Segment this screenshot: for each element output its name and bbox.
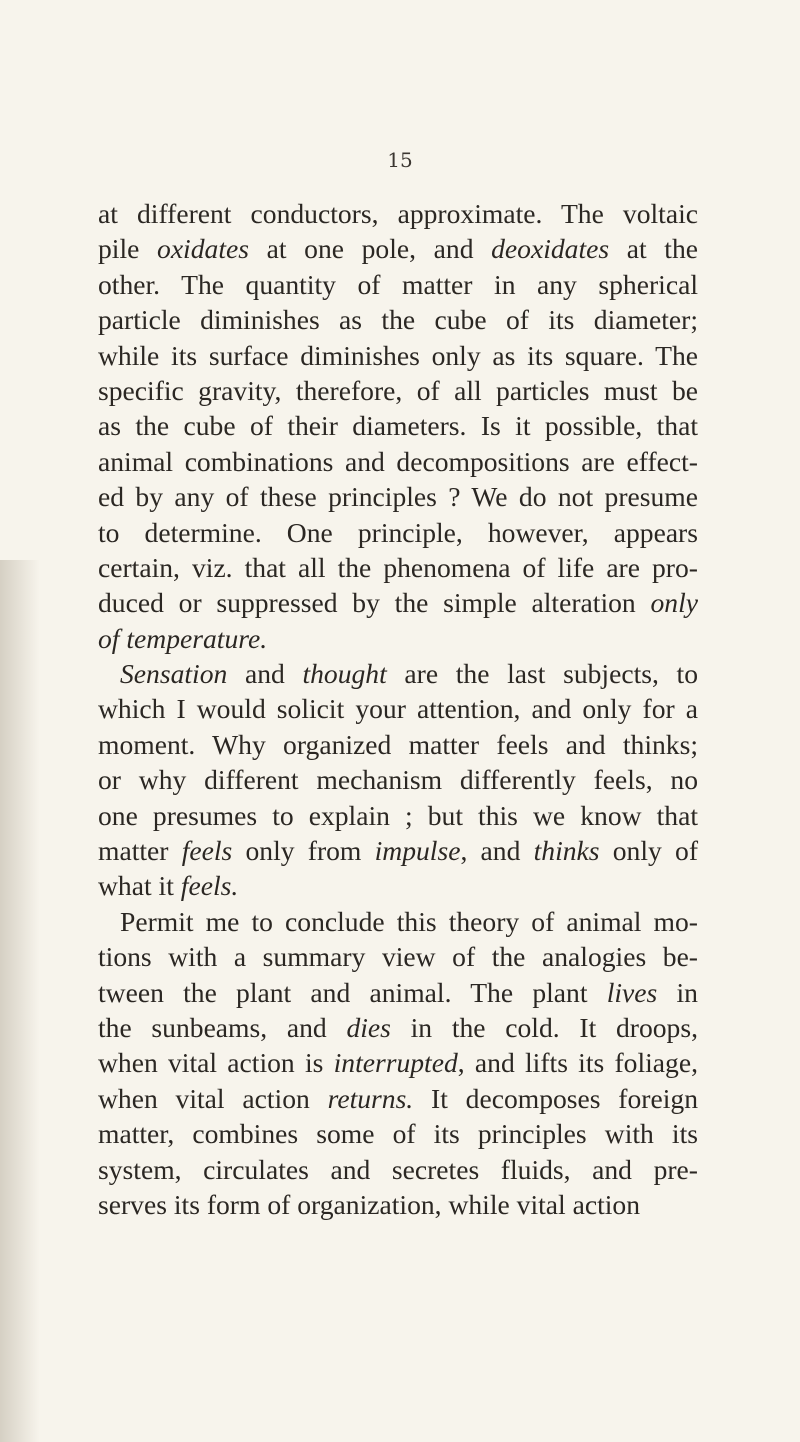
text-run: one presumes to explain ; but this we know that (98, 799, 698, 831)
text-run: specific gravity, therefore, of all particles must be (98, 374, 698, 406)
page-number: 15 (387, 148, 413, 172)
text-run: Permit me to conclude this theory of animal mo- (120, 905, 698, 937)
text-line (98, 444, 698, 479)
text-run: are the last subjects, to (386, 658, 698, 690)
text-run: moment. Why organized matter feels and thinks; (98, 728, 698, 760)
text-line (98, 408, 698, 443)
text-run: serves its form of organization, while vital action (98, 1188, 641, 1220)
italic-text: feels. (180, 870, 239, 902)
text-run: what it (98, 870, 181, 902)
text-run: which I would solicit your attention, and only for a (98, 693, 698, 725)
text-run: as the cube of their diameters. Is it possible, that (98, 410, 698, 442)
text-line (98, 1010, 698, 1045)
italic-text: returns. (327, 1082, 414, 1114)
text-run: tions with a summary view of the analogies be- (98, 941, 698, 973)
text-run: matter (98, 835, 182, 867)
text-line (98, 798, 698, 833)
italic-text: thought (302, 658, 387, 690)
text-line (98, 515, 698, 550)
text-run: matter, combines some of its principles with its (98, 1118, 698, 1150)
text-run: when vital action is (98, 1047, 334, 1079)
text-line (98, 621, 698, 656)
body-text (98, 196, 698, 1222)
text-run: pile (98, 233, 158, 265)
text-run: animal combinations and decompositions are effect- (98, 445, 698, 477)
text-run: at the (609, 233, 699, 265)
text-run: only of (599, 835, 699, 867)
text-run: certain, viz. that all the phenomena of life are pro- (98, 551, 698, 583)
text-line (98, 975, 698, 1010)
paragraph-p2 (98, 656, 698, 904)
italic-text: dies (346, 1011, 391, 1043)
text-line (98, 1116, 698, 1151)
italic-text: deoxidates (491, 233, 610, 265)
text-run: , and (460, 835, 534, 867)
text-line (98, 1152, 698, 1187)
text-line (98, 1045, 698, 1080)
text-line (98, 656, 698, 691)
paragraph-p1 (98, 196, 698, 656)
paragraph-p3 (98, 904, 698, 1223)
text-line (98, 939, 698, 974)
text-line (98, 833, 698, 868)
text-line (98, 373, 698, 408)
binding-shadow (0, 560, 40, 1442)
text-line (98, 550, 698, 585)
text-run: the sunbeams, and (98, 1011, 347, 1043)
text-line (98, 762, 698, 797)
text-run: only from (232, 835, 375, 867)
text-run: while its surface diminishes only as its square. The (98, 339, 698, 371)
text-run: and (227, 658, 303, 690)
italic-text: interrupted (333, 1047, 458, 1079)
text-run: at one pole, and (248, 233, 492, 265)
italic-text: impulse (374, 835, 461, 867)
text-run: It decomposes foreign (413, 1082, 698, 1114)
text-line (98, 904, 698, 939)
text-run: in the cold. It droops, (390, 1011, 698, 1043)
text-line (98, 479, 698, 514)
text-run: other. The quantity of matter in any spherical (98, 268, 698, 300)
text-line (98, 267, 698, 302)
text-line (98, 196, 698, 231)
text-line (98, 1187, 698, 1222)
italic-text: lives (606, 976, 658, 1008)
text-run: duced or suppressed by the simple alteration (98, 587, 651, 619)
text-run: in (657, 976, 698, 1008)
text-line (98, 691, 698, 726)
text-run: to determine. One principle, however, appears (98, 516, 698, 548)
text-run: tween the plant and animal. The plant (98, 976, 607, 1008)
text-line (98, 1081, 698, 1116)
text-run: system, circulates and secretes fluids, and pre- (98, 1153, 698, 1185)
italic-text: oxidates (157, 233, 249, 265)
text-run: , and lifts its foliage, (457, 1047, 698, 1079)
text-line (98, 302, 698, 337)
italic-text: of temperature. (98, 622, 268, 654)
text-run: at different conductors, approximate. The voltaic (98, 198, 698, 229)
italic-text: only (650, 587, 698, 619)
text-line (98, 727, 698, 762)
text-line (98, 868, 698, 903)
text-run: ed by any of these principles ? We do not presume (98, 481, 698, 513)
text-run: when vital action (98, 1082, 328, 1114)
italic-text: thinks (533, 835, 600, 867)
text-run: particle diminishes as the cube of its diameter; (98, 304, 698, 336)
text-run: or why different mechanism differently feels, no (98, 764, 698, 796)
text-line (98, 231, 698, 266)
italic-text: Sensation (120, 658, 228, 690)
text-line (98, 338, 698, 373)
text-line (98, 585, 698, 620)
italic-text: feels (181, 835, 233, 867)
